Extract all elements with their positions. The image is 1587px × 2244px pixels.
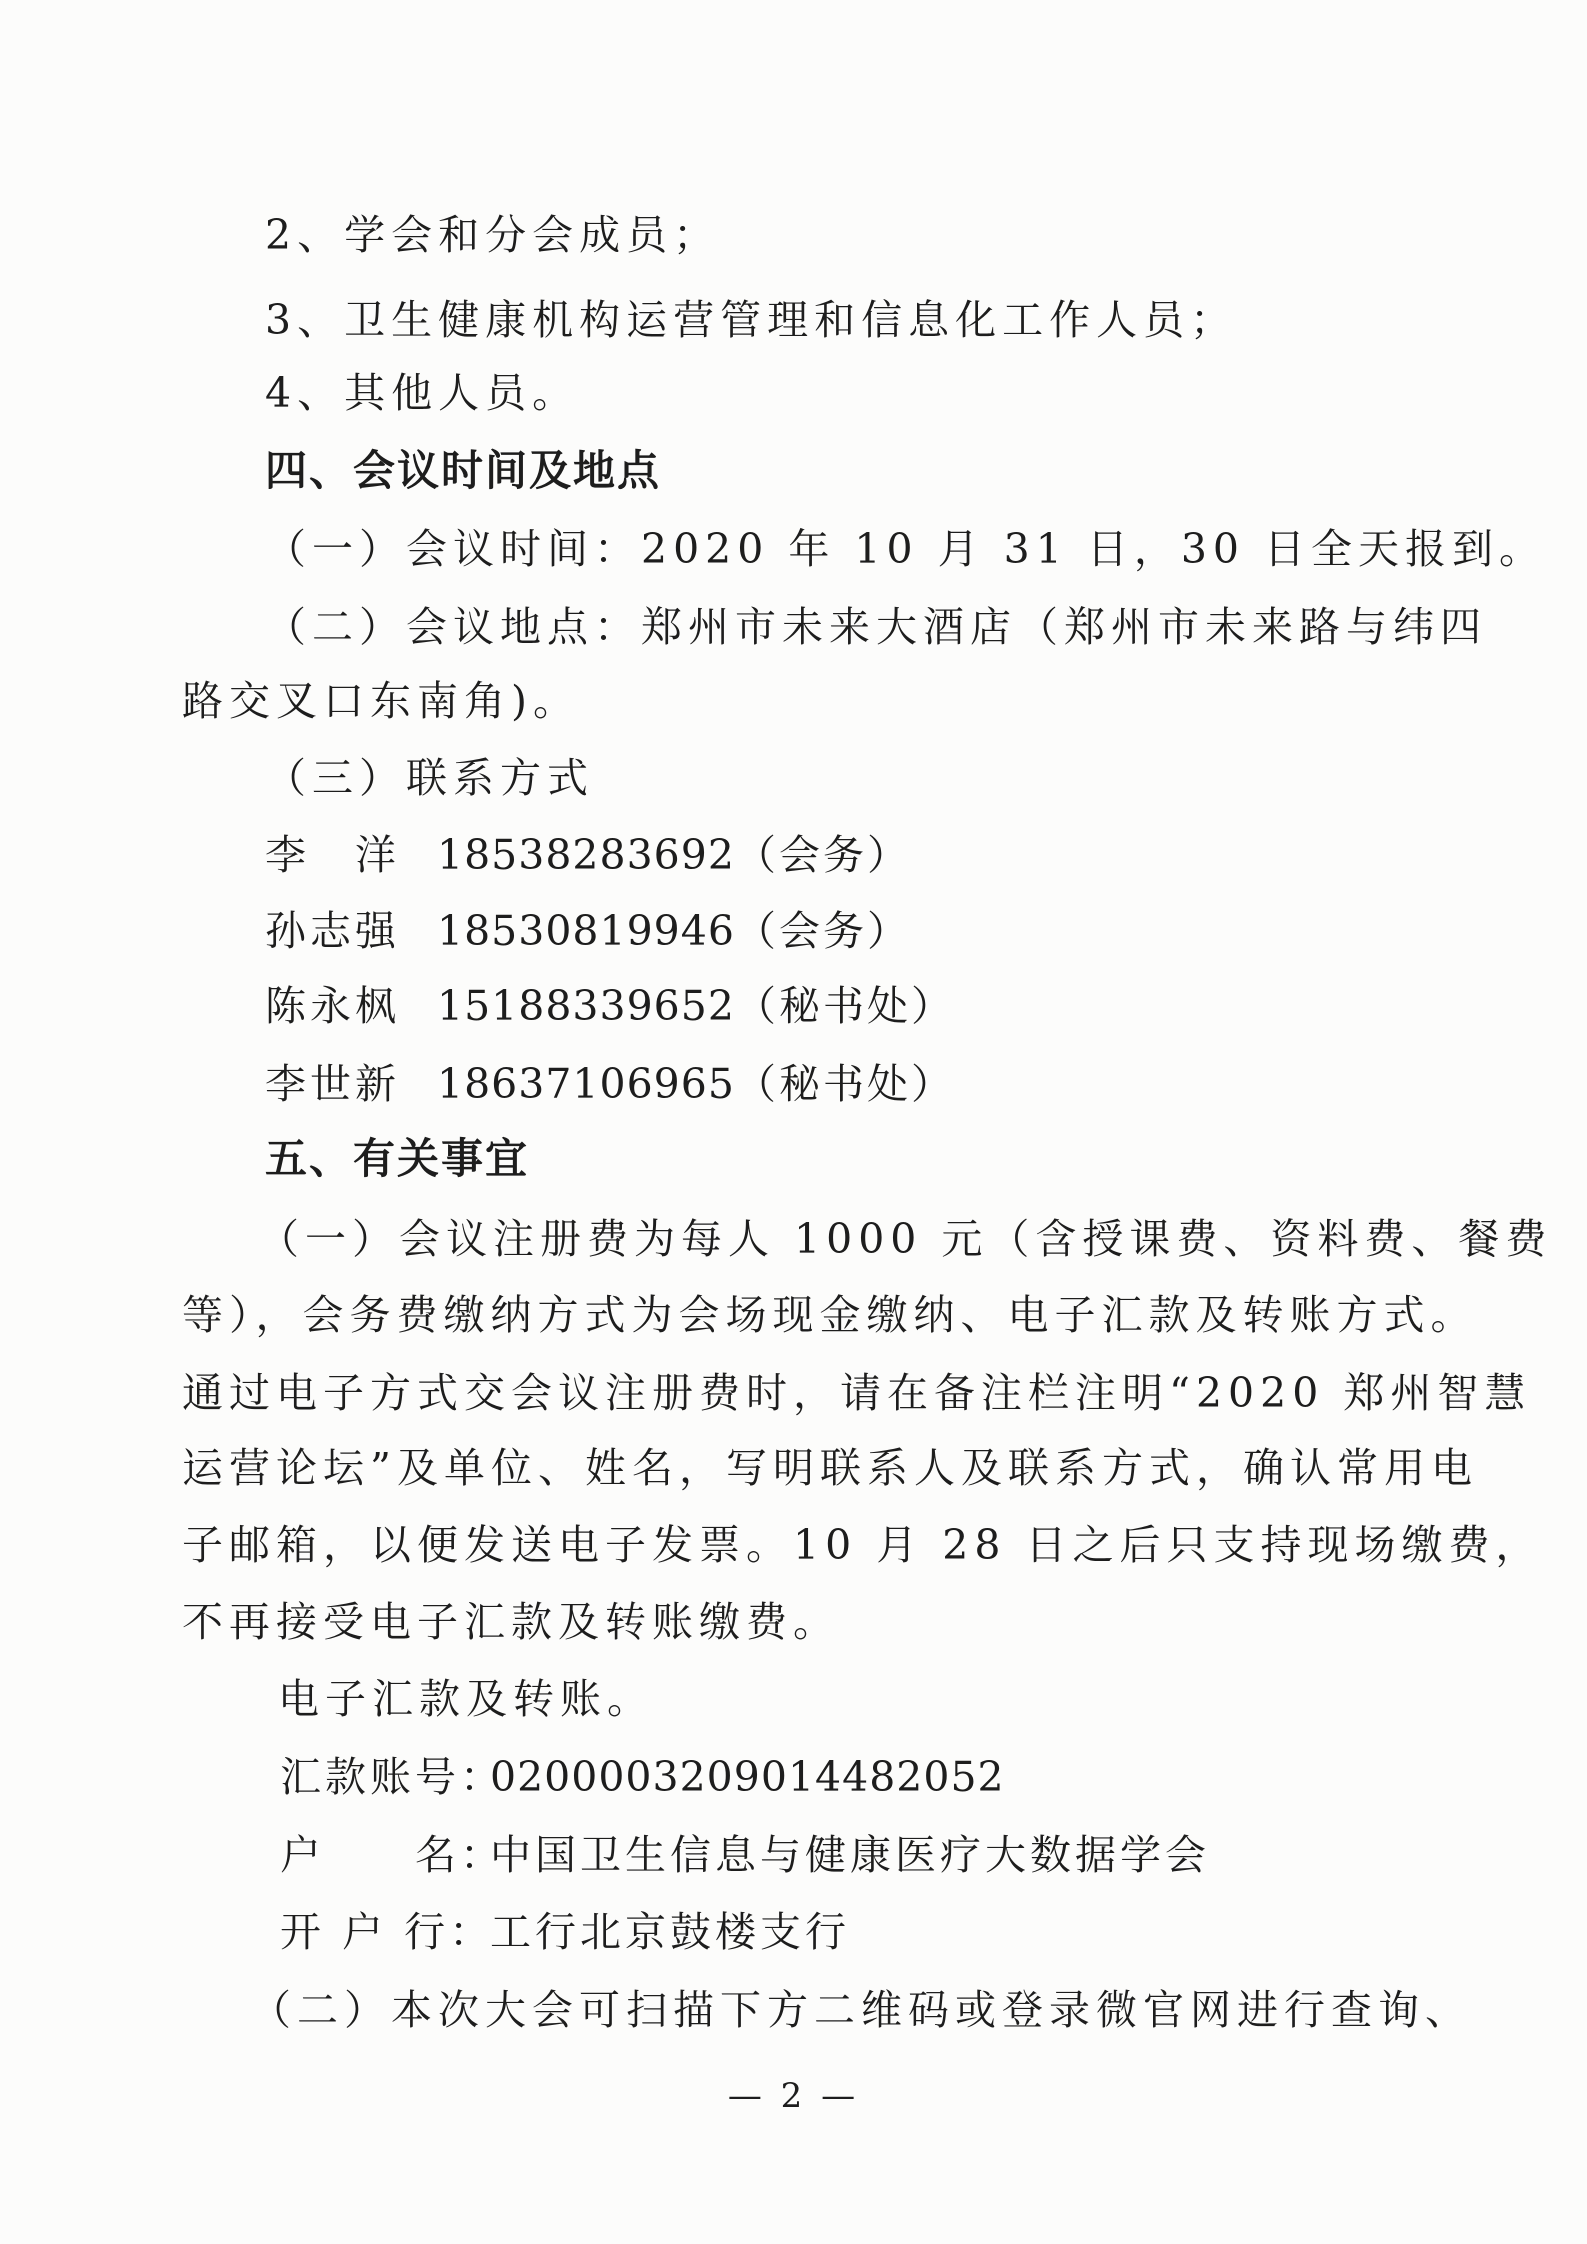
list-item-staff: 3、卫生健康机构运营管理和信息化工作人员；	[265, 296, 1238, 344]
fee-paragraph-line: （一）会议注册费为每人 1000 元（含授课费、资料费、餐费	[258, 1215, 1553, 1263]
contact-row	[265, 830, 1265, 880]
page-number: — 2 —	[727, 2076, 860, 2116]
list-item-members: 2、学会和分会成员；	[265, 211, 721, 259]
meeting-place-line-1: （二）会议地点：郑州市未来大酒店（郑州市未来路与纬四	[265, 603, 1487, 651]
section-heading-time-place: 四、会议时间及地点	[265, 446, 662, 495]
contact-name: 李 洋	[265, 831, 400, 879]
contact-name: 陈永枫	[265, 982, 400, 1030]
account-number-label: 汇款账号：	[280, 1753, 505, 1801]
account-name-label: 户 名：	[280, 1831, 505, 1879]
qr-notice-line: （二）本次大会可扫描下方二维码或登录微官网进行查询、	[250, 1986, 1472, 2034]
contact-row	[265, 981, 1265, 1031]
fee-paragraph-line: 不再接受电子汇款及转账缴费。	[182, 1598, 840, 1646]
fee-paragraph-line: 等），会务费缴纳方式为会场现金缴纳、电子汇款及转账方式。	[182, 1291, 1478, 1339]
contact-row	[265, 906, 1265, 956]
contact-name: 孙志强	[265, 907, 400, 955]
account-name-row	[280, 1830, 1210, 1880]
account-number: 0200003209014482052	[490, 1753, 1005, 1801]
contact-role: （秘书处）	[734, 1060, 955, 1108]
section-heading-related-matters: 五、有关事宜	[265, 1134, 530, 1183]
contact-role: （秘书处）	[734, 982, 955, 1030]
contact-phone: 15188339652	[437, 982, 735, 1030]
contact-phone: 18637106965	[437, 1060, 735, 1108]
contact-heading: （三）联系方式	[265, 754, 594, 802]
contact-phone: 18538283692	[437, 831, 735, 879]
fee-paragraph-line: 运营论坛”及单位、姓名，写明联系人及联系方式，确认常用电	[182, 1444, 1478, 1492]
fee-paragraph-line: 子邮箱，以便发送电子发票。10 月 28 日之后只支持现场缴费，	[182, 1521, 1543, 1569]
meeting-time: （一）会议时间：2020 年 10 月 31 日，30 日全天报到。	[265, 525, 1547, 573]
contact-role: （会务）	[734, 831, 911, 879]
transfer-heading: 电子汇款及转账。	[278, 1675, 654, 1723]
fee-paragraph-line: 通过电子方式交会议注册费时，请在备注栏注明“2020 郑州智慧	[182, 1369, 1532, 1417]
contact-role: （会务）	[734, 907, 911, 955]
meeting-place-line-2: 路交叉口东南角)。	[182, 677, 580, 725]
list-item-others: 4、其他人员。	[265, 369, 580, 417]
account-number-row	[280, 1752, 1005, 1802]
contact-name: 李世新	[265, 1060, 400, 1108]
contact-phone: 18530819946	[437, 907, 735, 955]
bank-name: 工行北京鼓楼支行	[490, 1908, 850, 1956]
account-name: 中国卫生信息与健康医疗大数据学会	[490, 1831, 1210, 1879]
bank-row	[280, 1907, 850, 1957]
contact-row	[265, 1059, 1265, 1109]
bank-label: 开 户 行：	[280, 1908, 495, 1956]
